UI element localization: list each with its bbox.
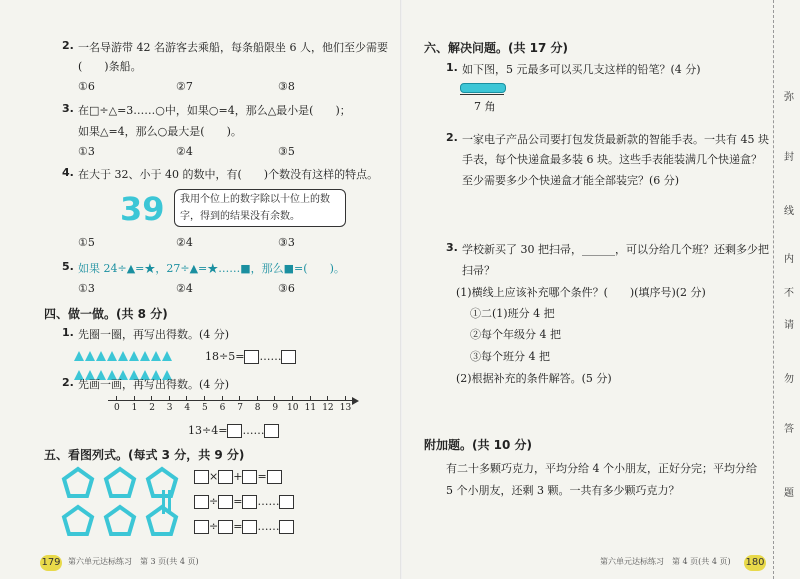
q3-option-1: ①3 — [78, 145, 95, 158]
number-line-arrow — [352, 397, 359, 405]
section-4-title: 四、做一做。(共 8 分) — [44, 307, 168, 321]
extra-line1: 有二十多颗巧克力，平均分给 4 个小朋友，正好分完；平均分给 — [446, 462, 757, 475]
page-number-left: 179 — [40, 555, 62, 571]
q3-option-3: ③5 — [278, 145, 295, 158]
equation-row-2: ÷ = …… — [194, 495, 294, 509]
q2-number: 2. — [62, 39, 74, 52]
extra-line2: 5 个小朋友，还剩 3 颗。一共有多少颗巧克力？ — [446, 484, 680, 497]
q2-option-3: ③8 — [278, 80, 295, 93]
number-line-tick — [327, 396, 328, 401]
number-line-tick — [239, 396, 240, 401]
number-line-label: 7 — [237, 403, 243, 413]
triangle-icon — [129, 351, 139, 361]
number-line-tick — [292, 396, 293, 401]
number-line-tick — [151, 396, 152, 401]
s6-q3-number: 3. — [446, 241, 458, 254]
number-line-tick — [186, 396, 187, 401]
number-line-label: 9 — [272, 403, 279, 413]
s6-q1-number: 1. — [446, 61, 458, 74]
answer-box[interactable] — [244, 350, 259, 364]
s6-q2-number: 2. — [446, 131, 458, 144]
s6-q2-line1: 一家电子产品公司要打包发货最新款的智能手表。一共有 45 块 — [462, 133, 769, 146]
pencil-illustration — [460, 83, 506, 93]
number-line-label: 12 — [322, 403, 334, 413]
triangle-icon — [74, 351, 84, 361]
q2-option-1: ①6 — [78, 80, 95, 93]
number-line-tick — [204, 396, 205, 401]
number-39-illustration: 39 — [120, 190, 165, 228]
s6-q3-line1: 学校新买了 30 把扫帚，______，可以分给几个班？还剩多少把 — [462, 243, 769, 256]
number-line-label: 4 — [184, 403, 191, 413]
s6-q3-line2: 扫帚？ — [462, 264, 495, 277]
number-line-tick — [310, 396, 311, 401]
s4-q1-equation: 18÷5= …… — [205, 350, 296, 364]
extra-section-title: 附加题。(共 10 分) — [424, 438, 533, 452]
triangle-icon — [118, 351, 128, 361]
speech-bubble: 我用个位上的数字除以十位上的数字，得到的结果没有余数。 — [174, 189, 346, 227]
s6-q3-part2: (2)根据补充的条件解答。(5 分) — [456, 372, 612, 385]
pencil-measure-line — [460, 94, 504, 95]
equation-row-3: ÷ = …… — [194, 520, 294, 534]
s6-q1-text: 如下图，5 元最多可以买几支这样的铅笔？(4 分) — [462, 63, 701, 76]
s4-q2-number: 2. — [62, 376, 74, 389]
number-line-label: 2 — [149, 403, 155, 413]
number-line-label: 10 — [287, 403, 299, 413]
number-line-tick — [116, 396, 117, 401]
page-number-right: 180 — [744, 555, 766, 571]
q4-option-3: ③3 — [278, 236, 295, 249]
q3-option-2: ②4 — [176, 145, 193, 158]
s4-q1-number: 1. — [62, 326, 74, 339]
triangle-icon — [151, 351, 161, 361]
s4-q1-text: 先圈一圈，再写出得数。(4 分) — [78, 328, 230, 341]
s6-q3-option-2: ②每个年级分 4 把 — [470, 328, 561, 341]
number-line-label: 0 — [114, 403, 120, 413]
remainder-box[interactable] — [281, 350, 296, 364]
number-line-label: 1 — [131, 403, 138, 413]
number-line-label: 11 — [304, 403, 317, 413]
number-line-label: 6 — [219, 403, 226, 413]
q5-text: 如果 24÷▲=★，27÷▲=★……■，那么■=( )。 — [78, 262, 345, 275]
q5-option-1: ①3 — [78, 282, 95, 295]
section-6-title: 六、解决问题。(共 17 分) — [424, 41, 569, 55]
number-line-tick — [222, 396, 223, 401]
s6-q3-option-3: ③每个班分 4 把 — [470, 350, 550, 363]
seal-line-sidebar: 弥 封 线 内 不 请 勿 答 题 — [773, 0, 800, 579]
q3-number: 3. — [62, 102, 74, 115]
number-line-label: 5 — [202, 403, 208, 413]
equation-row-1: × + = — [194, 470, 282, 484]
triangle-icon — [140, 351, 150, 361]
section-5-title: 五、看图列式。(每式 3 分，共 9 分) — [44, 448, 245, 462]
pencil-price: 7 角 — [474, 100, 496, 113]
s6-q3-part1: (1)横线上应该补充哪个条件？( )(填序号)(2 分) — [456, 286, 706, 299]
s4-q2-equation: 13÷4= …… — [188, 424, 279, 438]
s6-q2-line2: 手表，每个快递盒最多装 6 块。这些手表能装满几个快递盒？ — [462, 153, 762, 166]
number-line-tick — [274, 396, 275, 401]
triangle-icon — [85, 351, 95, 361]
q2-text-line1: 一名导游带 42 名游客去乘船，每条船限坐 6 人，他们至少需要 — [78, 41, 388, 54]
s6-q2-line3: 至少需要多少个快递盒才能全部装完？(6 分) — [462, 174, 680, 187]
q2-text-line2: ( )条船。 — [78, 60, 142, 73]
q4-option-1: ①5 — [78, 236, 95, 249]
number-line-label: 8 — [254, 403, 261, 413]
answer-box[interactable] — [227, 424, 242, 438]
equals-bar-1 — [162, 490, 165, 514]
triangle-icon — [162, 351, 172, 361]
number-line-tick — [134, 396, 135, 401]
q4-option-2: ②4 — [176, 236, 193, 249]
number-line-tick — [169, 396, 170, 401]
number-line-label: 13 — [339, 403, 352, 413]
q3-text-line1: 在□÷△=3……○中，如果○=4，那么△最小是( )； — [78, 104, 351, 117]
page-fold — [400, 0, 402, 579]
q4-text: 在大于 32、小于 40 的数中，有( )个数没有这样的特点。 — [78, 168, 379, 181]
footer-right: 第六单元达标练习 第 4 页(共 4 页) — [600, 557, 731, 566]
remainder-box[interactable] — [264, 424, 279, 438]
q3-text-line2: 如果△=4，那么○最大是( )。 — [78, 125, 242, 138]
footer-left: 第六单元达标练习 第 3 页(共 4 页) — [68, 557, 199, 566]
q4-number: 4. — [62, 166, 74, 179]
s4-q2-text: 先画一画，再写出得数。(4 分) — [78, 378, 230, 391]
s6-q3-option-1: ①二(1)班分 4 把 — [470, 307, 555, 320]
q2-option-2: ②7 — [176, 80, 193, 93]
equals-bar-2 — [168, 490, 171, 514]
triangle-icon — [107, 351, 117, 361]
triangle-icon — [96, 351, 106, 361]
number-line — [108, 400, 356, 401]
number-line-tick — [257, 396, 258, 401]
number-line-label: 3 — [166, 403, 173, 413]
q5-number: 5. — [62, 260, 74, 273]
number-line-tick — [345, 396, 346, 401]
q5-option-2: ②4 — [176, 282, 193, 295]
q5-option-3: ③6 — [278, 282, 295, 295]
